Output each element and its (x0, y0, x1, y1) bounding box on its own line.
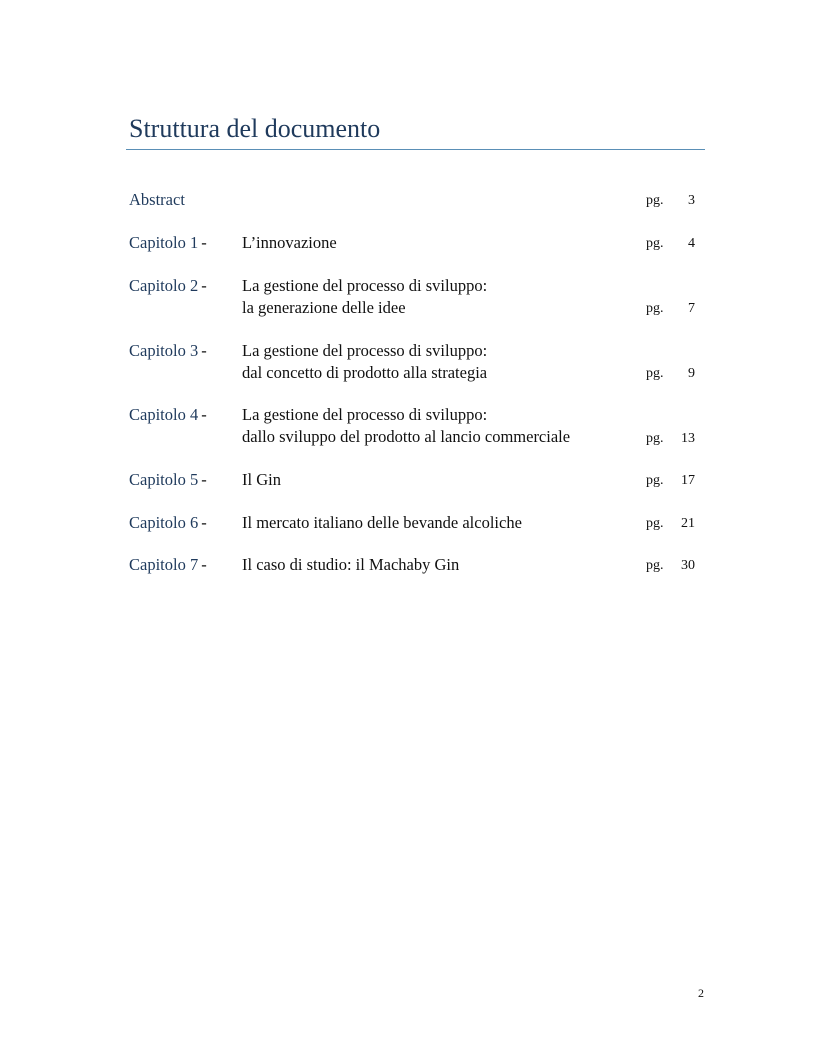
toc-entry-label: Capitolo 7 - (129, 555, 207, 574)
toc-entry-label: Capitolo 1 - (129, 233, 207, 252)
toc-page-number: 9 (688, 366, 695, 381)
toc-entry-title: La gestione del processo di sviluppo: la generazione delle idee (242, 276, 488, 317)
toc-page-number: 30 (681, 558, 695, 573)
toc-page-prefix: pg. (646, 558, 664, 573)
toc-entry-label: Capitolo 6 - (129, 513, 207, 532)
toc-entry-title: Il Gin (242, 470, 281, 489)
toc-entry-label: Capitolo 4 - (129, 405, 207, 424)
toc-entry-title: La gestione del processo di sviluppo: dallo sviluppo del prodotto al lancio commerciale (242, 405, 571, 446)
toc-page-number: 21 (681, 516, 695, 531)
toc-page-prefix: pg. (646, 193, 664, 208)
toc-page-number: 13 (681, 431, 695, 446)
toc-entry-title: Il mercato italiano delle bevande alcoliche (242, 513, 522, 532)
toc-page-prefix: pg. (646, 366, 664, 381)
toc-page-number: 7 (688, 301, 695, 316)
toc-page-prefix: pg. (646, 236, 664, 251)
toc-entry-title: L’innovazione (242, 233, 337, 252)
toc-entry-title: La gestione del processo di sviluppo: dal concetto di prodotto alla strategia (242, 341, 488, 382)
toc-page-number: 17 (681, 473, 695, 488)
page-number: 2 (698, 986, 704, 1000)
toc-entry-label: Capitolo 3 - (129, 341, 207, 360)
toc-entry-title: Il caso di studio: il Machaby Gin (242, 555, 460, 574)
toc-page-prefix: pg. (646, 516, 664, 531)
page-title: Struttura del documento (129, 114, 381, 143)
toc-entry-label: Capitolo 5 - (129, 470, 207, 489)
toc-page-prefix: pg. (646, 301, 664, 316)
toc-entry-label: Abstract (129, 190, 185, 209)
title-divider (126, 149, 705, 150)
toc-page-number: 4 (688, 236, 695, 251)
toc-page-prefix: pg. (646, 473, 664, 488)
toc-page-prefix: pg. (646, 431, 664, 446)
toc-page-number: 3 (688, 193, 695, 208)
toc-entry-label: Capitolo 2 - (129, 276, 207, 295)
